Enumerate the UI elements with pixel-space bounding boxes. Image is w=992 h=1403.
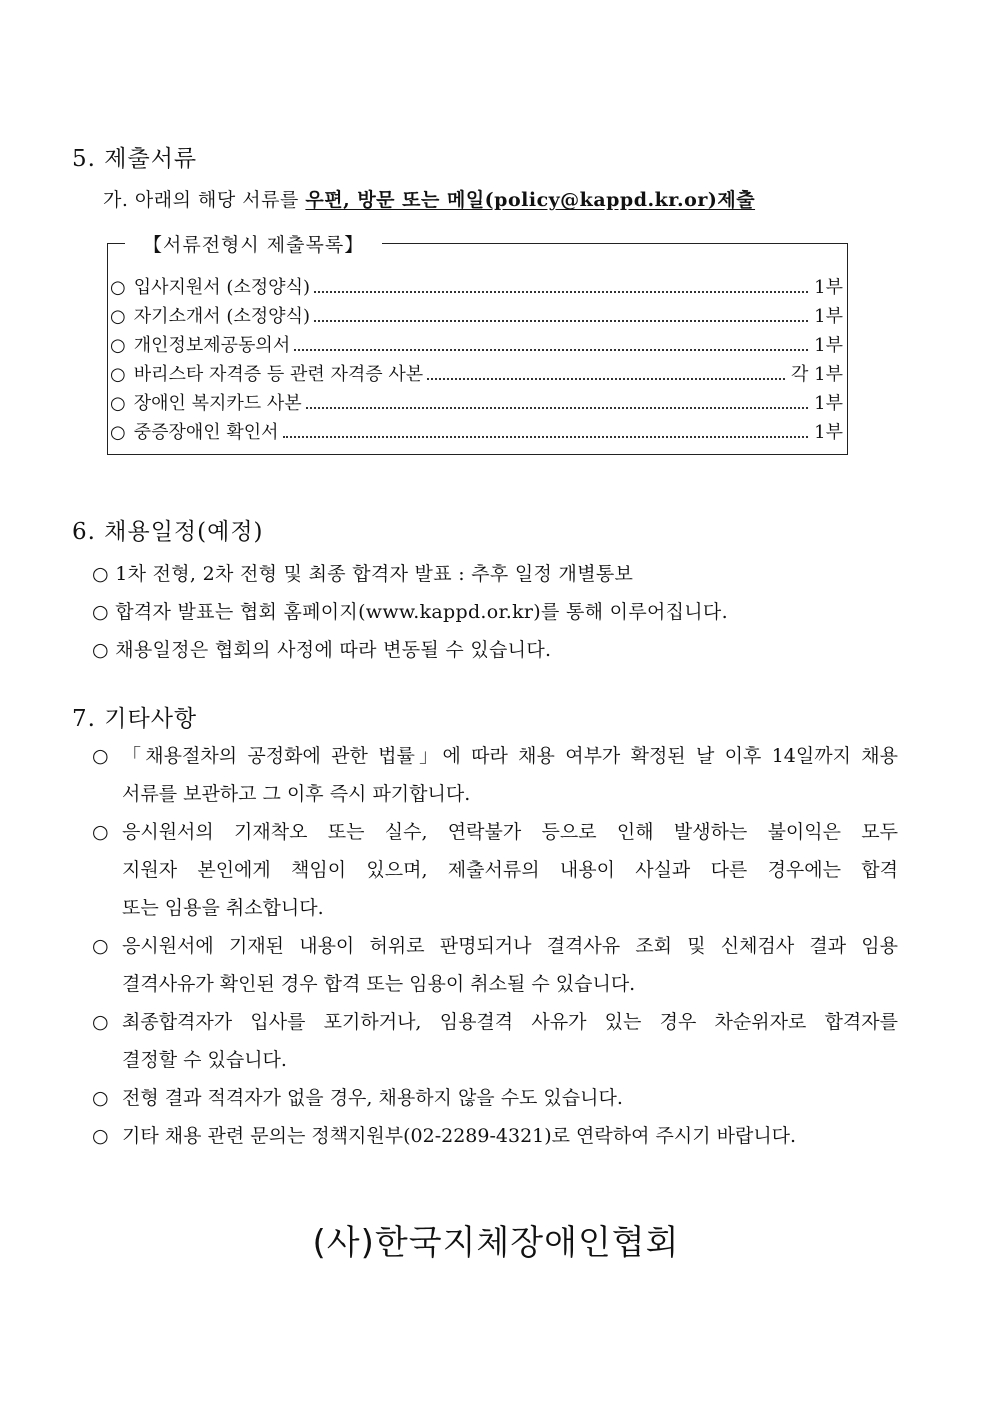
document-item [110,418,843,444]
schedule-item: ○ 합격자 발표는 협회 홈페이지(www.kappd.or.kr)를 통해 이루어집니다. [92,601,728,623]
dot-leader [283,435,809,438]
circle-bullet: ○ [92,1087,109,1109]
notice-line: 최종합격자가 입사를 포기하거나, 임용결격 사유가 있는 경우 차순위자로 합격자를 [122,1011,898,1033]
dot-leader [294,348,808,351]
dot-leader [314,319,808,322]
submission-method-prefix: 가. 아래의 해당 서류를 [103,189,306,211]
document-item [110,331,843,357]
notice-line: 지원자 본인에게 책임이 있으며, 제출서류의 내용이 사실과 다른 경우에는 합격 [122,859,898,881]
notice-line: 기타 채용 관련 문의는 정책지원부(02-2289-4321)로 연락하여 주시기 바랍니다. [122,1125,797,1147]
circle-bullet: ○ [92,821,109,843]
notice-item [92,1003,898,1079]
dot-leader [306,406,809,409]
notice-line: 응시원서의 기재착오 또는 실수, 연락불가 등으로 인해 발생하는 불이익은 모두 [122,821,898,843]
schedule-item: ○ 1차 전형, 2차 전형 및 최종 합격자 발표 : 추후 일정 개별통보 [92,563,634,585]
notice-line: 「채용절차의 공정화에 관한 법률」에 따라 채용 여부가 확정된 날 이후 14일까지 채용 [122,745,898,767]
document-list-title: 【서류전형시 제출목록】 [125,230,382,257]
document-count: 1부 [814,335,843,356]
document-name: 중증장애인 확인서 [133,422,279,443]
document-name: 입사지원서 (소정양식) [133,277,310,298]
document-name: 개인정보제공동의서 [133,335,291,356]
schedule-item: ○ 채용일정은 협회의 사정에 따라 변동될 수 있습니다. [92,639,552,661]
notice-line: 서류를 보관하고 그 이후 즉시 파기합니다. [122,783,471,805]
circle-bullet: ○ [110,335,126,356]
document-count: 1부 [814,277,843,298]
notice-line: 결정할 수 있습니다. [122,1049,287,1071]
circle-bullet: ○ [92,935,109,957]
document-count: 1부 [814,393,843,414]
notice-line: 응시원서에 기재된 내용이 허위로 판명되거나 결격사유 조회 및 신체검사 결과 임용 [122,935,898,957]
document-name: 자기소개서 (소정양식) [133,306,310,327]
document-item [110,389,843,415]
section-6-title: 6. 채용일정(예정) [72,519,264,545]
notice-line: 전형 결과 적격자가 없을 경우, 채용하지 않을 수도 있습니다. [122,1087,623,1109]
document-count: 1부 [814,422,843,443]
circle-bullet: ○ [110,422,126,443]
notice-item [92,1117,898,1155]
notice-item [92,927,898,1003]
notice-item [92,813,898,927]
document-item [110,302,843,328]
circle-bullet: ○ [110,277,126,298]
circle-bullet: ○ [110,364,126,385]
document-count: 1부 [814,306,843,327]
circle-bullet: ○ [110,393,126,414]
document-item [110,273,843,299]
circle-bullet: ○ [92,1011,109,1033]
notice-line: 결격사유가 확인된 경우 합격 또는 임용이 취소될 수 있습니다. [122,973,636,995]
circle-bullet: ○ [92,1125,109,1147]
section-7-title: 7. 기타사항 [72,706,198,732]
section-5-title: 5. 제출서류 [72,146,198,172]
circle-bullet: ○ [110,306,126,327]
dot-leader [314,290,808,293]
submission-method-line [103,185,755,212]
dot-leader [427,377,785,380]
notice-item [92,1079,898,1117]
document-name: 바리스타 자격증 등 관련 자격증 사본 [133,364,424,385]
submission-method-emphasis: 우편, 방문 또는 메일(policy@kappd.kr.or)제출 [305,189,756,211]
document-count: 각 1부 [791,364,843,385]
document-list-box [107,234,848,455]
notice-item [92,737,898,813]
notice-line: 또는 임용을 취소합니다. [122,897,324,919]
document-item [110,360,843,386]
circle-bullet: ○ [92,745,109,767]
organization-name: (사)한국지체장애인협회 [312,1223,680,1263]
document-name: 장애인 복지카드 사본 [133,393,302,414]
